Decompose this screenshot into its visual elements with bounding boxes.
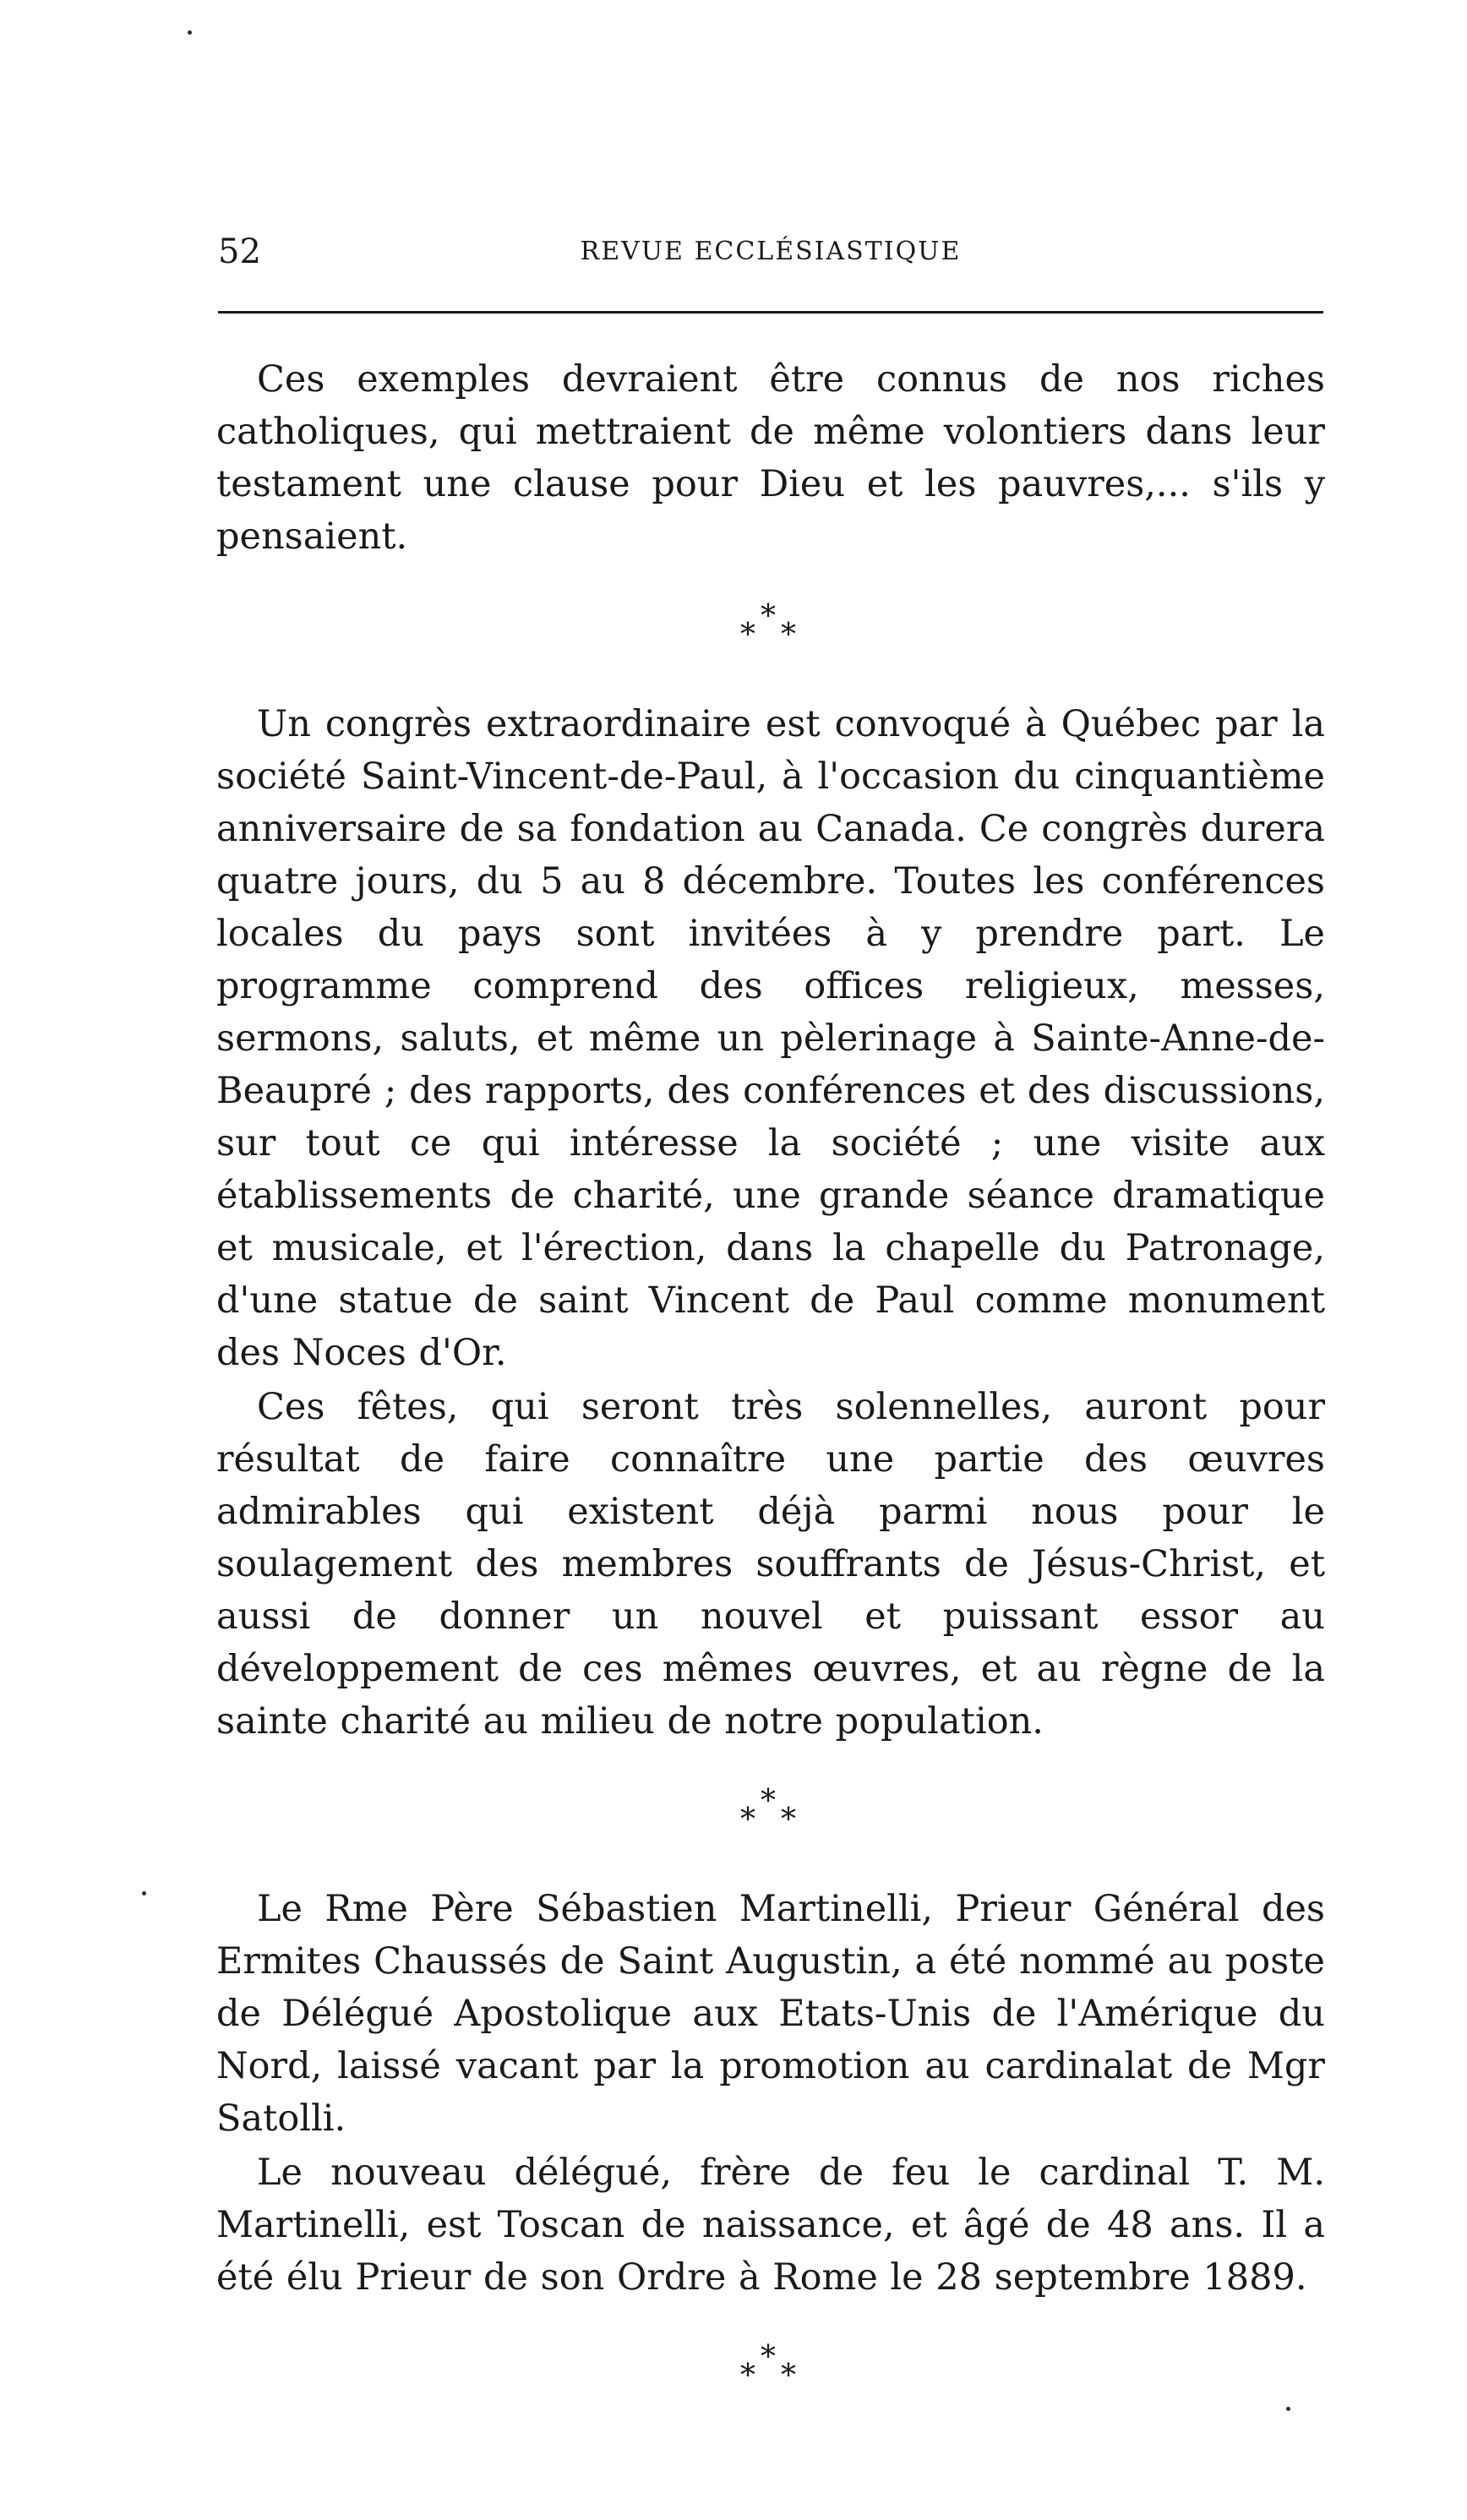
asterism-separator (728, 2340, 813, 2410)
asterisk-mark: * (781, 2359, 796, 2393)
asterism-separator (728, 599, 813, 669)
asterisk-mark: * (740, 618, 755, 652)
asterisk-mark: * (740, 2359, 755, 2393)
asterisk-mark: * (781, 618, 796, 652)
asterisk-mark: * (761, 599, 776, 634)
asterisk-mark: * (781, 1803, 796, 1837)
paper-speck (142, 1891, 146, 1895)
page-number: 52 (218, 232, 261, 271)
paper-speck (188, 30, 192, 35)
paragraph-nouveau-delegue: Le nouveau délégué, frère de feu le cardinal T. M. Martinelli, est Toscan de naissance, et âgé de 48 ans. Il a été élu Prieur de son Ordre à Rome le 28 septembre 1889. (216, 2152, 1325, 2299)
running-head (218, 226, 1323, 277)
asterism-separator (728, 1786, 813, 1854)
main-text (216, 353, 1325, 2439)
paragraph-exemples: Ces exemples devraient être connus de nos riches catholiques, qui mettraient de même volontiers dans leur testament une clause pour Dieu et les pauvres,... s'ils y pensaient. (216, 358, 1325, 558)
paragraph-congres: Un congrès extraordinaire est convoqué à Québec par la société Saint-Vincent-de-Paul, à l'occasion du cinquantième anniversaire de sa fondation au Canada. Ce congrès durera quatre jours, du 5 au 8 décembre. Toutes les conférences locales du pays sont invitées à y prendre part. Le programme comprend des offices religieux, messes, sermons, saluts, et même un pèlerinage à Sainte-Anne-de-Beaupré ; des rapports, des conférences et des discussions, sur tout ce qui intéresse la société ; une visite aux établissements de charité, une grande séance dramatique et musicale, et l'érection, dans la chapelle du Patronage, d'une statue de saint Vincent de Paul comme monument des Noces d'Or. (216, 703, 1325, 1374)
header-rule (218, 311, 1323, 314)
asterisk-mark: * (761, 1784, 776, 1819)
asterisk-mark: * (740, 1803, 755, 1837)
asterisk-mark: * (761, 2340, 776, 2375)
journal-title: REVUE ECCLÉSIASTIQUE (580, 237, 962, 266)
paper-speck (1286, 2407, 1290, 2411)
paragraph-fetes: Ces fêtes, qui seront très solennelles, auront pour résultat de faire connaître une partie des œuvres admirables qui existent déjà parmi nous pour le soulagement des membres souffrants de Jésus-Christ, et aussi de donner un nouvel et puissant essor au développement de ces mêmes œuvres, et au règne de la sainte charité au milieu de notre population. (216, 1386, 1325, 1743)
paragraph-martinelli: Le Rme Père Sébastien Martinelli, Prieur Général des Ermites Chaussés de Saint Augustin, a été nommé au poste de Délégué Apostolique aux Etats-Unis de l'Amérique du Nord, laissé vacant par la promotion au cardinalat de Mgr Satolli. (216, 1888, 1325, 2140)
